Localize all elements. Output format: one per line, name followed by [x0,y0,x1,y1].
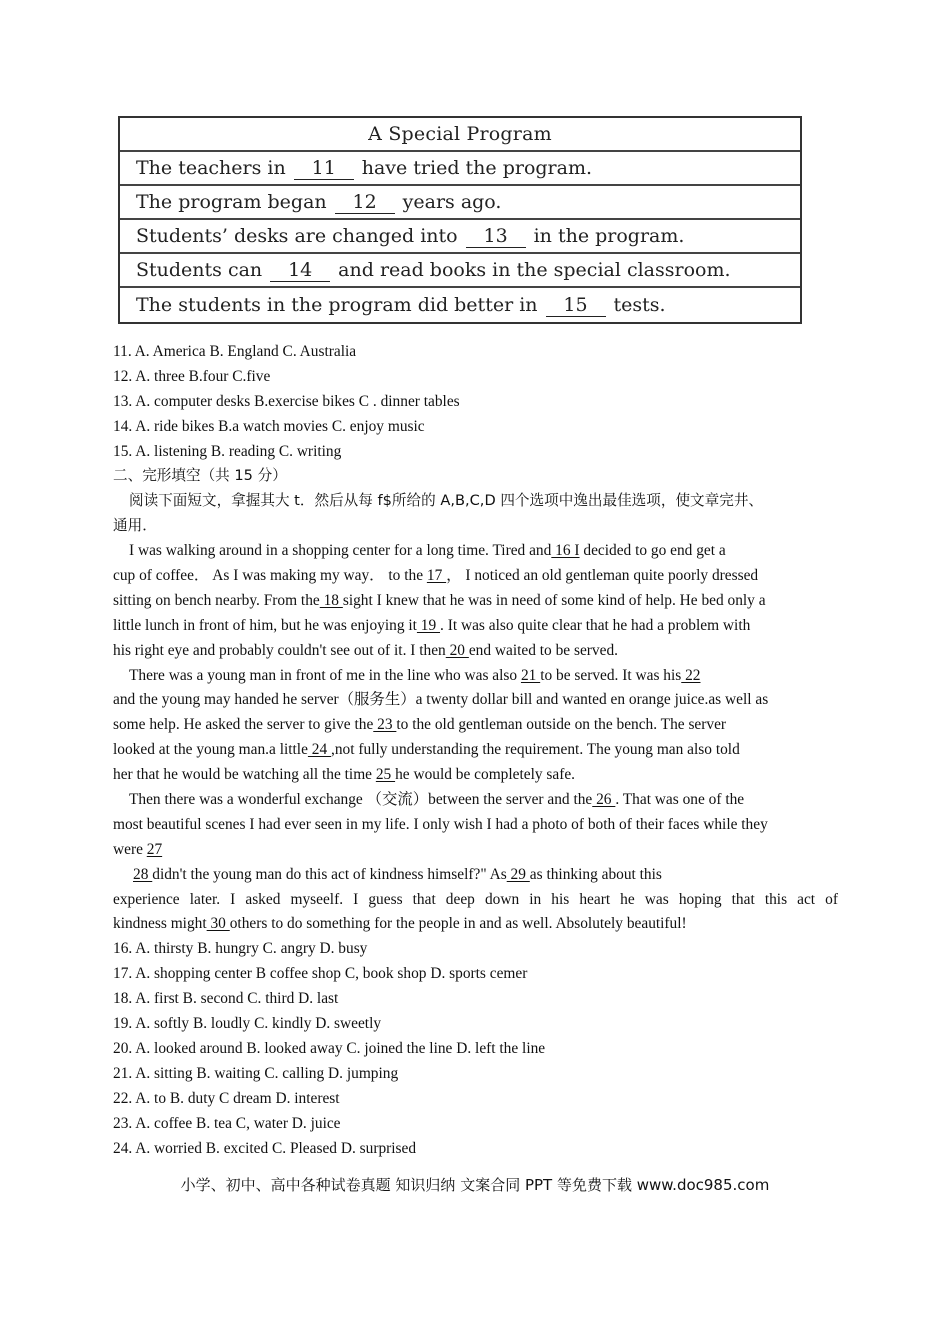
passage-line [113,564,838,589]
summary-table [118,116,802,324]
option-line: 13. A. computer desks B.exercise bikes C . dinner tables [113,392,460,410]
text-body [113,340,838,1161]
passage-line [113,838,838,863]
blank-28: 28 [133,865,153,883]
passage-text: her that he would be watching all the time [113,766,376,784]
passage-line [113,664,838,689]
passage-text: some help. He asked the server to give the [113,716,374,734]
option-line: 12. A. three B.four C.five [113,367,271,385]
row-text-after: in the program. [533,225,685,247]
option-line: 17. A. shopping center B coffee shop C, book shop D. sports cemer [113,965,528,983]
passage-line: and the young may handed he server（服务生）a twenty dollar bill and wanted en orange juice.as well as [113,691,769,709]
section-instruction-cont: 通用． [113,517,157,535]
passage-text: cup of coffee． As I was making my way． to the [113,567,427,585]
row-text-after: tests. [613,294,666,316]
table-title-row [120,118,800,152]
passage-line: experience later. I asked myseelf. I guess that deep down in his heart he was hoping that this act of [113,890,838,908]
option-line: 19. A. softly B. loudly C. kindly D. sweetly [113,1015,382,1033]
passage-text: ,not fully understanding the requirement. The young man also told [331,741,740,759]
passage-text: didn't the young man do this act of kindness himself?" As [152,865,507,883]
blank-22: 22 [681,666,701,684]
passage-text: to be served. It was his [540,666,682,684]
option-line: 14. A. ride bikes B.a watch movies C. enjoy music [113,417,425,435]
option-line: 22. A. to B. duty C dream D. interest [113,1089,340,1107]
row-text-after: have tried the program. [361,157,593,179]
page-footer: 小学、初中、高中各种试卷真题 知识归纳 文案合同 PPT 等免费下载 www.doc985.com [180,1176,770,1194]
table-title: A Special Program [368,123,552,145]
blank-29: 29 [506,865,530,883]
blank-21: 21 [520,666,541,684]
passage-text: were [113,840,147,858]
row-text-before: Students can [136,259,263,281]
blank-30: 30 [206,915,230,933]
blank-23: 23 [373,716,397,734]
passage-text: sitting on bench nearby. From the [113,591,320,609]
passage-line: most beautiful scenes I had ever seen in my life. I only wish I had a photo of both of their faces while they [113,815,768,833]
row-text-before: The program began [136,191,327,213]
blank-15: 15 [546,294,606,317]
passage-line [113,713,838,738]
option-line: 18. A. first B. second C. third D. last [113,990,339,1008]
blank-25: 25 [375,766,396,784]
passage-line [113,788,838,813]
passage-text: looked at the young man.a little [113,741,308,759]
row-text-before: Students’ desks are changed into [136,225,458,247]
passage-text: end waited to be served. [468,641,618,659]
table-row [120,152,800,186]
option-line: 11. A. America B. England C. Australia [113,343,357,360]
option-line: 16. A. thirsty B. hungry C. angry D. busy [113,940,368,958]
passage-text: decided to go end get a [579,542,726,560]
passage-line [113,912,838,937]
option-line: 20. A. looked around B. looked away C. joined the line D. left the line [113,1039,546,1057]
passage-text: kindness might [113,915,207,933]
section-instruction: 阅读下面短文，拿握其大 t．然后从每 f$所给的 A,B,C,D 四个选项中逸出最佳选项，使文章完井、 [129,492,764,510]
passage-text: There was a young man in front of me in the line who was also [129,666,521,684]
blank-14: 14 [270,259,330,282]
passage-text: others to do something for the people in and as well. Absolutely beautiful! [229,915,687,933]
row-text-before: The students in the program did better in [136,294,538,316]
table-row [120,186,800,220]
row-text-before: The teachers in [136,157,286,179]
row-text-after: years ago. [402,191,502,213]
row-text-after: and read books in the special classroom. [338,259,731,281]
passage-text: I was walking around in a shopping center for a long time. Tired and [129,542,552,560]
blank-24: 24 [307,741,331,759]
passage-text: ， I noticed an old gentleman quite poorly dressed [446,567,759,585]
table-row [120,220,800,254]
blank-19: 19 [416,616,441,634]
passage-text: sight I knew that he was in need of some kind of help. He bed only a [342,591,766,609]
blank-13: 13 [466,225,526,248]
option-line: 24. A. worried B. excited C. Pleased D. surprised [113,1139,417,1157]
passage-line [113,589,838,614]
passage-text: he would be completely safe. [395,766,576,784]
passage-line [113,614,838,639]
section-heading: 二、完形填空（共 15 分） [113,467,287,485]
passage-text: . That was one of the [615,791,745,809]
passage-text: Then there was a wonderful exchange （交流）between the server and the [129,791,593,809]
passage-line [113,639,838,664]
passage-line [113,738,838,763]
blank-11: 11 [294,157,354,180]
passage-text: his right eye and probably couldn't see out of it. I then [113,641,446,659]
option-line: 21. A. sitting B. waiting C. calling D. jumping [113,1064,399,1082]
blank-18: 18 [319,591,343,609]
blank-26: 26 [592,791,616,809]
option-line: 15. A. listening B. reading C. writing [113,442,342,460]
option-line: 23. A. coffee B. tea C, water D. juice [113,1114,341,1132]
blank-27: 27 [146,840,163,858]
passage-text: to the old gentleman outside on the bench. The server [396,716,727,734]
passage-text: . It was also quite clear that he had a problem with [440,616,751,634]
passage-line [113,539,838,564]
passage-line [113,863,838,888]
passage-text: little lunch in front of him, but he was enjoying it [113,616,417,634]
blank-12: 12 [335,191,395,214]
blank-17: 17 [426,567,447,585]
blank-20: 20 [445,641,469,659]
table-row [120,254,800,288]
passage-line [113,763,838,788]
passage-text: as thinking about this [529,865,662,883]
table-row [120,288,800,322]
blank-16: 16 I [551,542,580,560]
